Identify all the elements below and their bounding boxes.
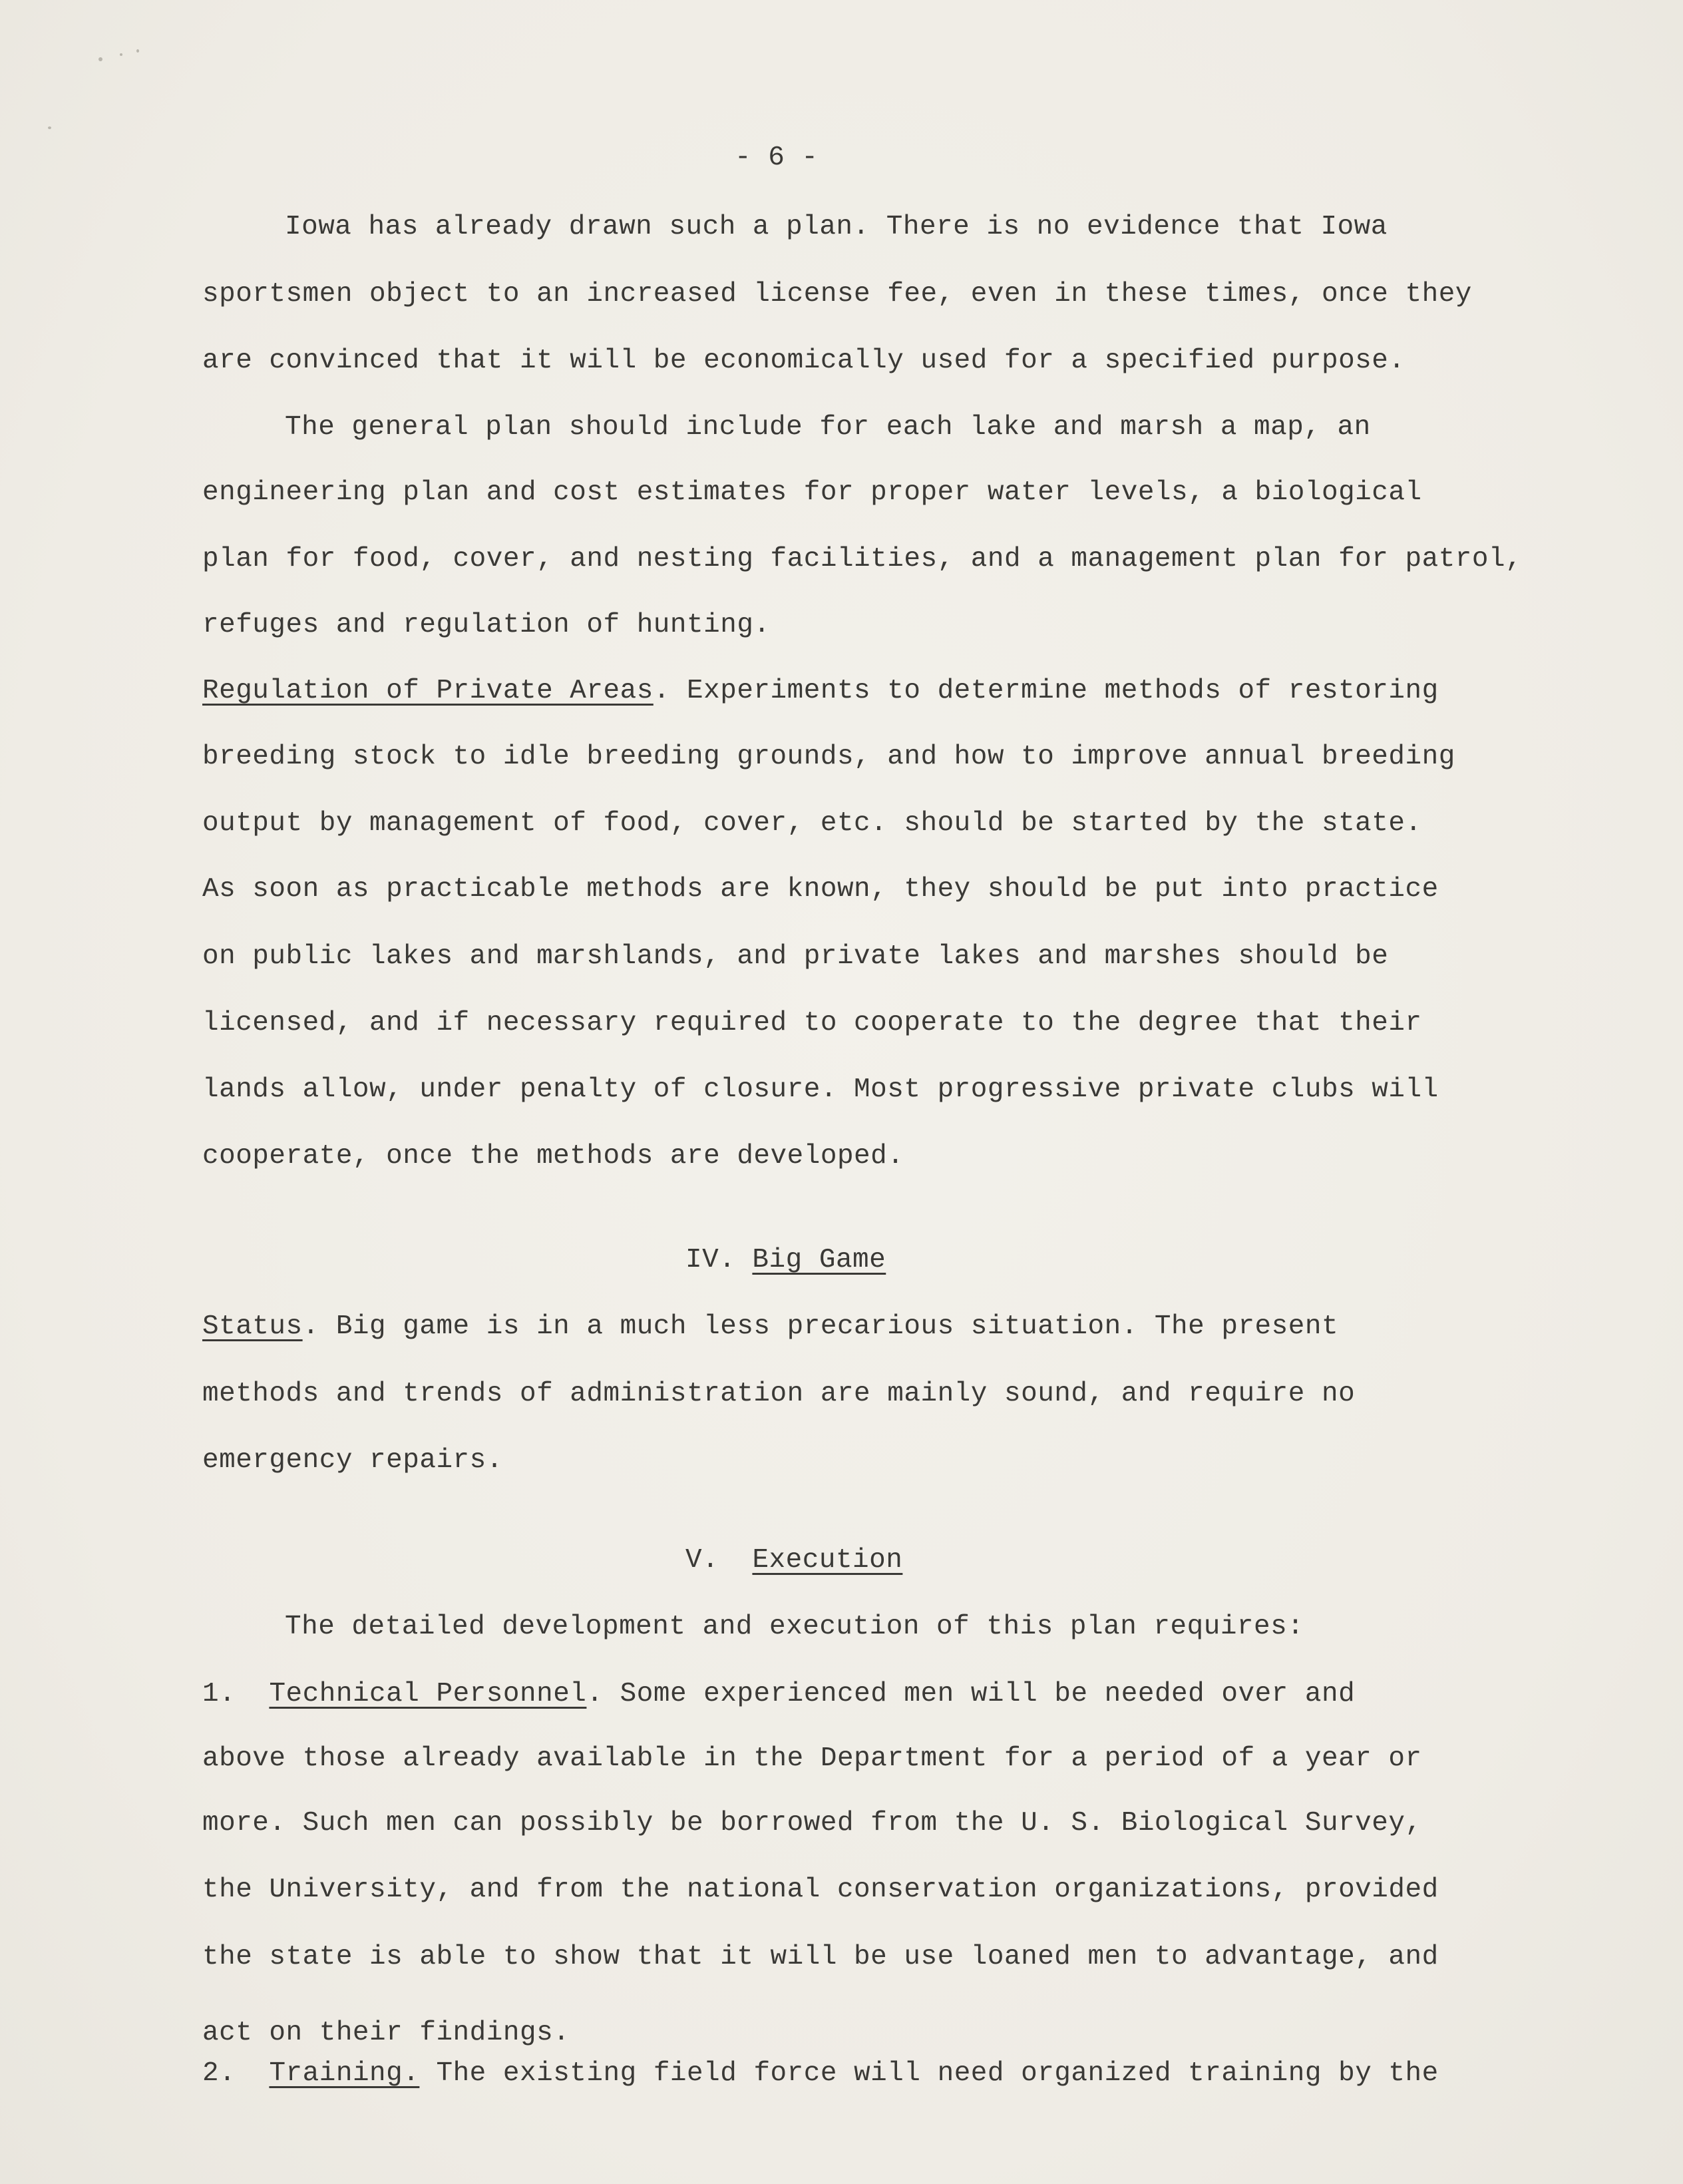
list-item-1 bbox=[202, 1677, 1355, 1711]
body-line: Iowa has already drawn such a plan. There is no evidence that Iowa bbox=[285, 212, 1388, 242]
status-paragraph-start bbox=[202, 1310, 1338, 1343]
body-line: The general plan should include for each lake and marsh a map, an bbox=[285, 412, 1371, 443]
body-line: The detailed development and execution of this plan requires: bbox=[285, 1612, 1304, 1642]
body-line: lands allow, under penalty of closure. Most progressive private clubs will bbox=[202, 1074, 1439, 1105]
body-line: emergency repairs. bbox=[202, 1445, 503, 1476]
private-areas-heading: Regulation of Private Areas bbox=[202, 676, 654, 706]
body-line: licensed, and if necessary required to cooperate to the degree that their bbox=[202, 1008, 1422, 1038]
page-number: - 6 - bbox=[735, 142, 819, 173]
body-line: cooperate, once the methods are developed. bbox=[202, 1141, 904, 1172]
list-item-2 bbox=[202, 2057, 1439, 2090]
body-text: . Experiments to determine methods of restoring bbox=[653, 676, 1439, 706]
body-line: plan for food, cover, and nesting facilities, and a management plan for patrol, bbox=[202, 544, 1523, 574]
list-number: 1. bbox=[202, 1679, 236, 1709]
section-numeral: IV. bbox=[685, 1245, 736, 1275]
section-numeral: V. bbox=[685, 1545, 719, 1576]
paper-speck bbox=[120, 53, 122, 56]
paper-speck bbox=[48, 126, 51, 129]
section-heading-v bbox=[685, 1544, 902, 1577]
body-line: more. Such men can possibly be borrowed from the U. S. Biological Survey, bbox=[202, 1808, 1422, 1839]
paper-speck bbox=[136, 49, 139, 53]
body-line: engineering plan and cost estimates for proper water levels, a biological bbox=[202, 477, 1422, 508]
body-line: output by management of food, cover, etc. should be started by the state. bbox=[202, 808, 1422, 839]
section-heading-iv bbox=[685, 1243, 886, 1277]
body-text: The existing field force will need organized training by the bbox=[419, 2058, 1439, 2089]
body-line: methods and trends of administration are mainly sound, and require no bbox=[202, 1379, 1356, 1409]
body-line: breeding stock to idle breeding grounds, and how to improve annual breeding bbox=[202, 742, 1455, 772]
body-text: . Some experienced men will be needed over and bbox=[586, 1679, 1356, 1709]
body-line: act on their findings. bbox=[202, 2018, 570, 2048]
private-areas-paragraph-start bbox=[202, 674, 1439, 708]
body-line: the state is able to show that it will be use loaned men to advantage, and bbox=[202, 1942, 1439, 1972]
body-line: above those already available in the Department for a period of a year or bbox=[202, 1743, 1422, 1774]
body-line: As soon as practicable methods are known, they should be put into practice bbox=[202, 874, 1439, 905]
body-line: are convinced that it will be economically used for a specified purpose. bbox=[202, 345, 1405, 376]
list-item-heading: Technical Personnel bbox=[269, 1679, 587, 1709]
section-title: Execution bbox=[752, 1545, 903, 1576]
body-line: the University, and from the national conservation organizations, provided bbox=[202, 1874, 1439, 1905]
status-heading: Status bbox=[202, 1311, 303, 1342]
list-item-heading: Training. bbox=[269, 2058, 420, 2089]
section-title: Big Game bbox=[752, 1245, 886, 1275]
body-line: refuges and regulation of hunting. bbox=[202, 610, 771, 640]
body-text: . Big game is in a much less precarious situation. The present bbox=[302, 1311, 1339, 1342]
body-line: on public lakes and marshlands, and private lakes and marshes should be bbox=[202, 941, 1389, 972]
paper-speck bbox=[98, 57, 102, 61]
list-number: 2. bbox=[202, 2058, 236, 2089]
body-line: sportsmen object to an increased license fee, even in these times, once they bbox=[202, 279, 1472, 310]
